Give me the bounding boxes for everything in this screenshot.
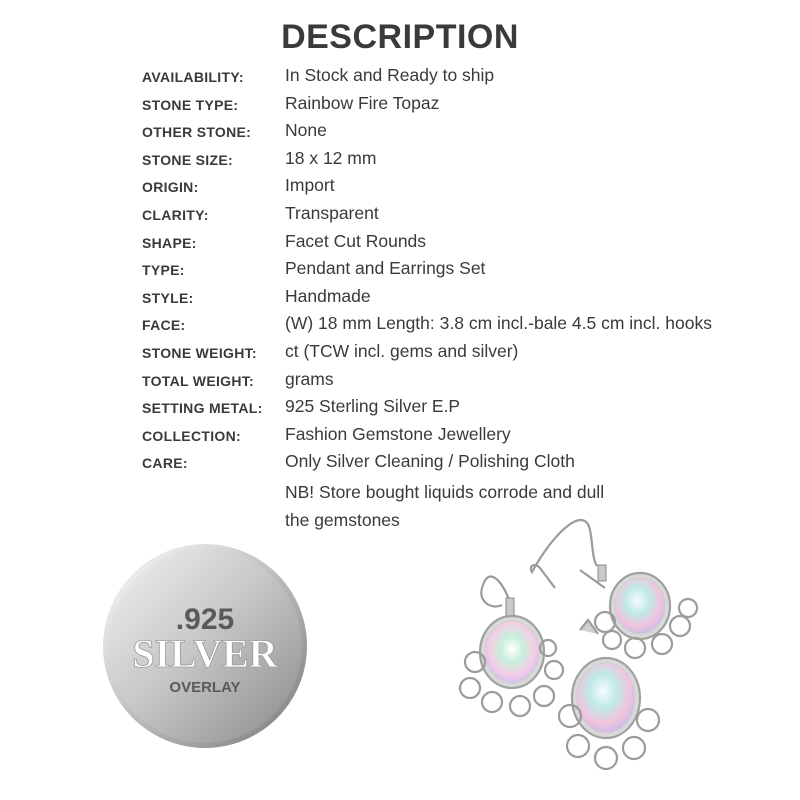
spec-value: ct (TCW incl. gems and silver) (285, 340, 519, 361)
spec-value: grams (285, 368, 334, 389)
left-earring (460, 576, 563, 716)
spec-value: Facet Cut Rounds (285, 230, 427, 251)
spec-label: STONE SIZE: (142, 151, 233, 168)
spec-value: Fashion Gemstone Jewellery (285, 423, 511, 444)
spec-value: Import (285, 175, 335, 196)
spec-value: In Stock and Ready to ship (285, 65, 495, 85)
silver-overlay-seal (102, 543, 308, 749)
seal-type-text: OVERLAY (169, 679, 241, 696)
spec-label: STYLE: (142, 289, 194, 306)
right-earring (531, 520, 697, 658)
jewellery-photo (440, 510, 760, 790)
spec-value: Rainbow Fire Topaz (285, 92, 440, 113)
earring-hook-icon (531, 520, 597, 588)
spec-value: None (285, 120, 327, 141)
spec-value: (W) 18 mm Length: 3.8 cm incl.-bale 4.5 cm incl. hooks (285, 313, 712, 334)
topaz-gem-icon (577, 663, 635, 733)
spec-label: SETTING METAL: (142, 400, 263, 417)
spec-label: TYPE: (142, 262, 185, 279)
spec-value: Only Silver Cleaning / Polishing Cloth (285, 451, 575, 472)
page-title: DESCRIPTION (281, 18, 519, 56)
spec-label: ORIGIN: (142, 179, 199, 196)
spec-label: STONE WEIGHT: (142, 344, 257, 361)
spec-label: SHAPE: (142, 234, 197, 251)
spec-label: TOTAL WEIGHT: (142, 372, 255, 389)
earring-coil-icon (598, 565, 606, 581)
spec-value: Handmade (285, 285, 371, 306)
seal-purity-text: .925 (175, 603, 235, 636)
spec-label: COLLECTION: (142, 427, 241, 444)
spec-label: STONE TYPE: (142, 96, 239, 113)
spec-label: OTHER STONE: (142, 124, 252, 141)
care-note-line: the gemstones (285, 510, 400, 530)
topaz-gem-icon (485, 621, 539, 683)
spec-value: Transparent (285, 202, 379, 223)
spec-label: AVAILABILITY: (142, 69, 244, 85)
spec-label: FACE: (142, 317, 186, 334)
spec-value: 18 x 12 mm (285, 147, 377, 168)
spec-value: 925 Sterling Silver E.P (285, 396, 461, 417)
topaz-gem-icon (615, 578, 665, 634)
spec-label: CARE: (142, 455, 188, 472)
spec-value: Pendant and Earrings Set (285, 258, 486, 279)
seal-metal-text: SILVER (132, 631, 278, 676)
spec-label: CLARITY: (142, 206, 209, 223)
care-note-line: NB! Store bought liquids corrode and dull (285, 482, 605, 502)
earring-coil-icon (506, 598, 514, 616)
